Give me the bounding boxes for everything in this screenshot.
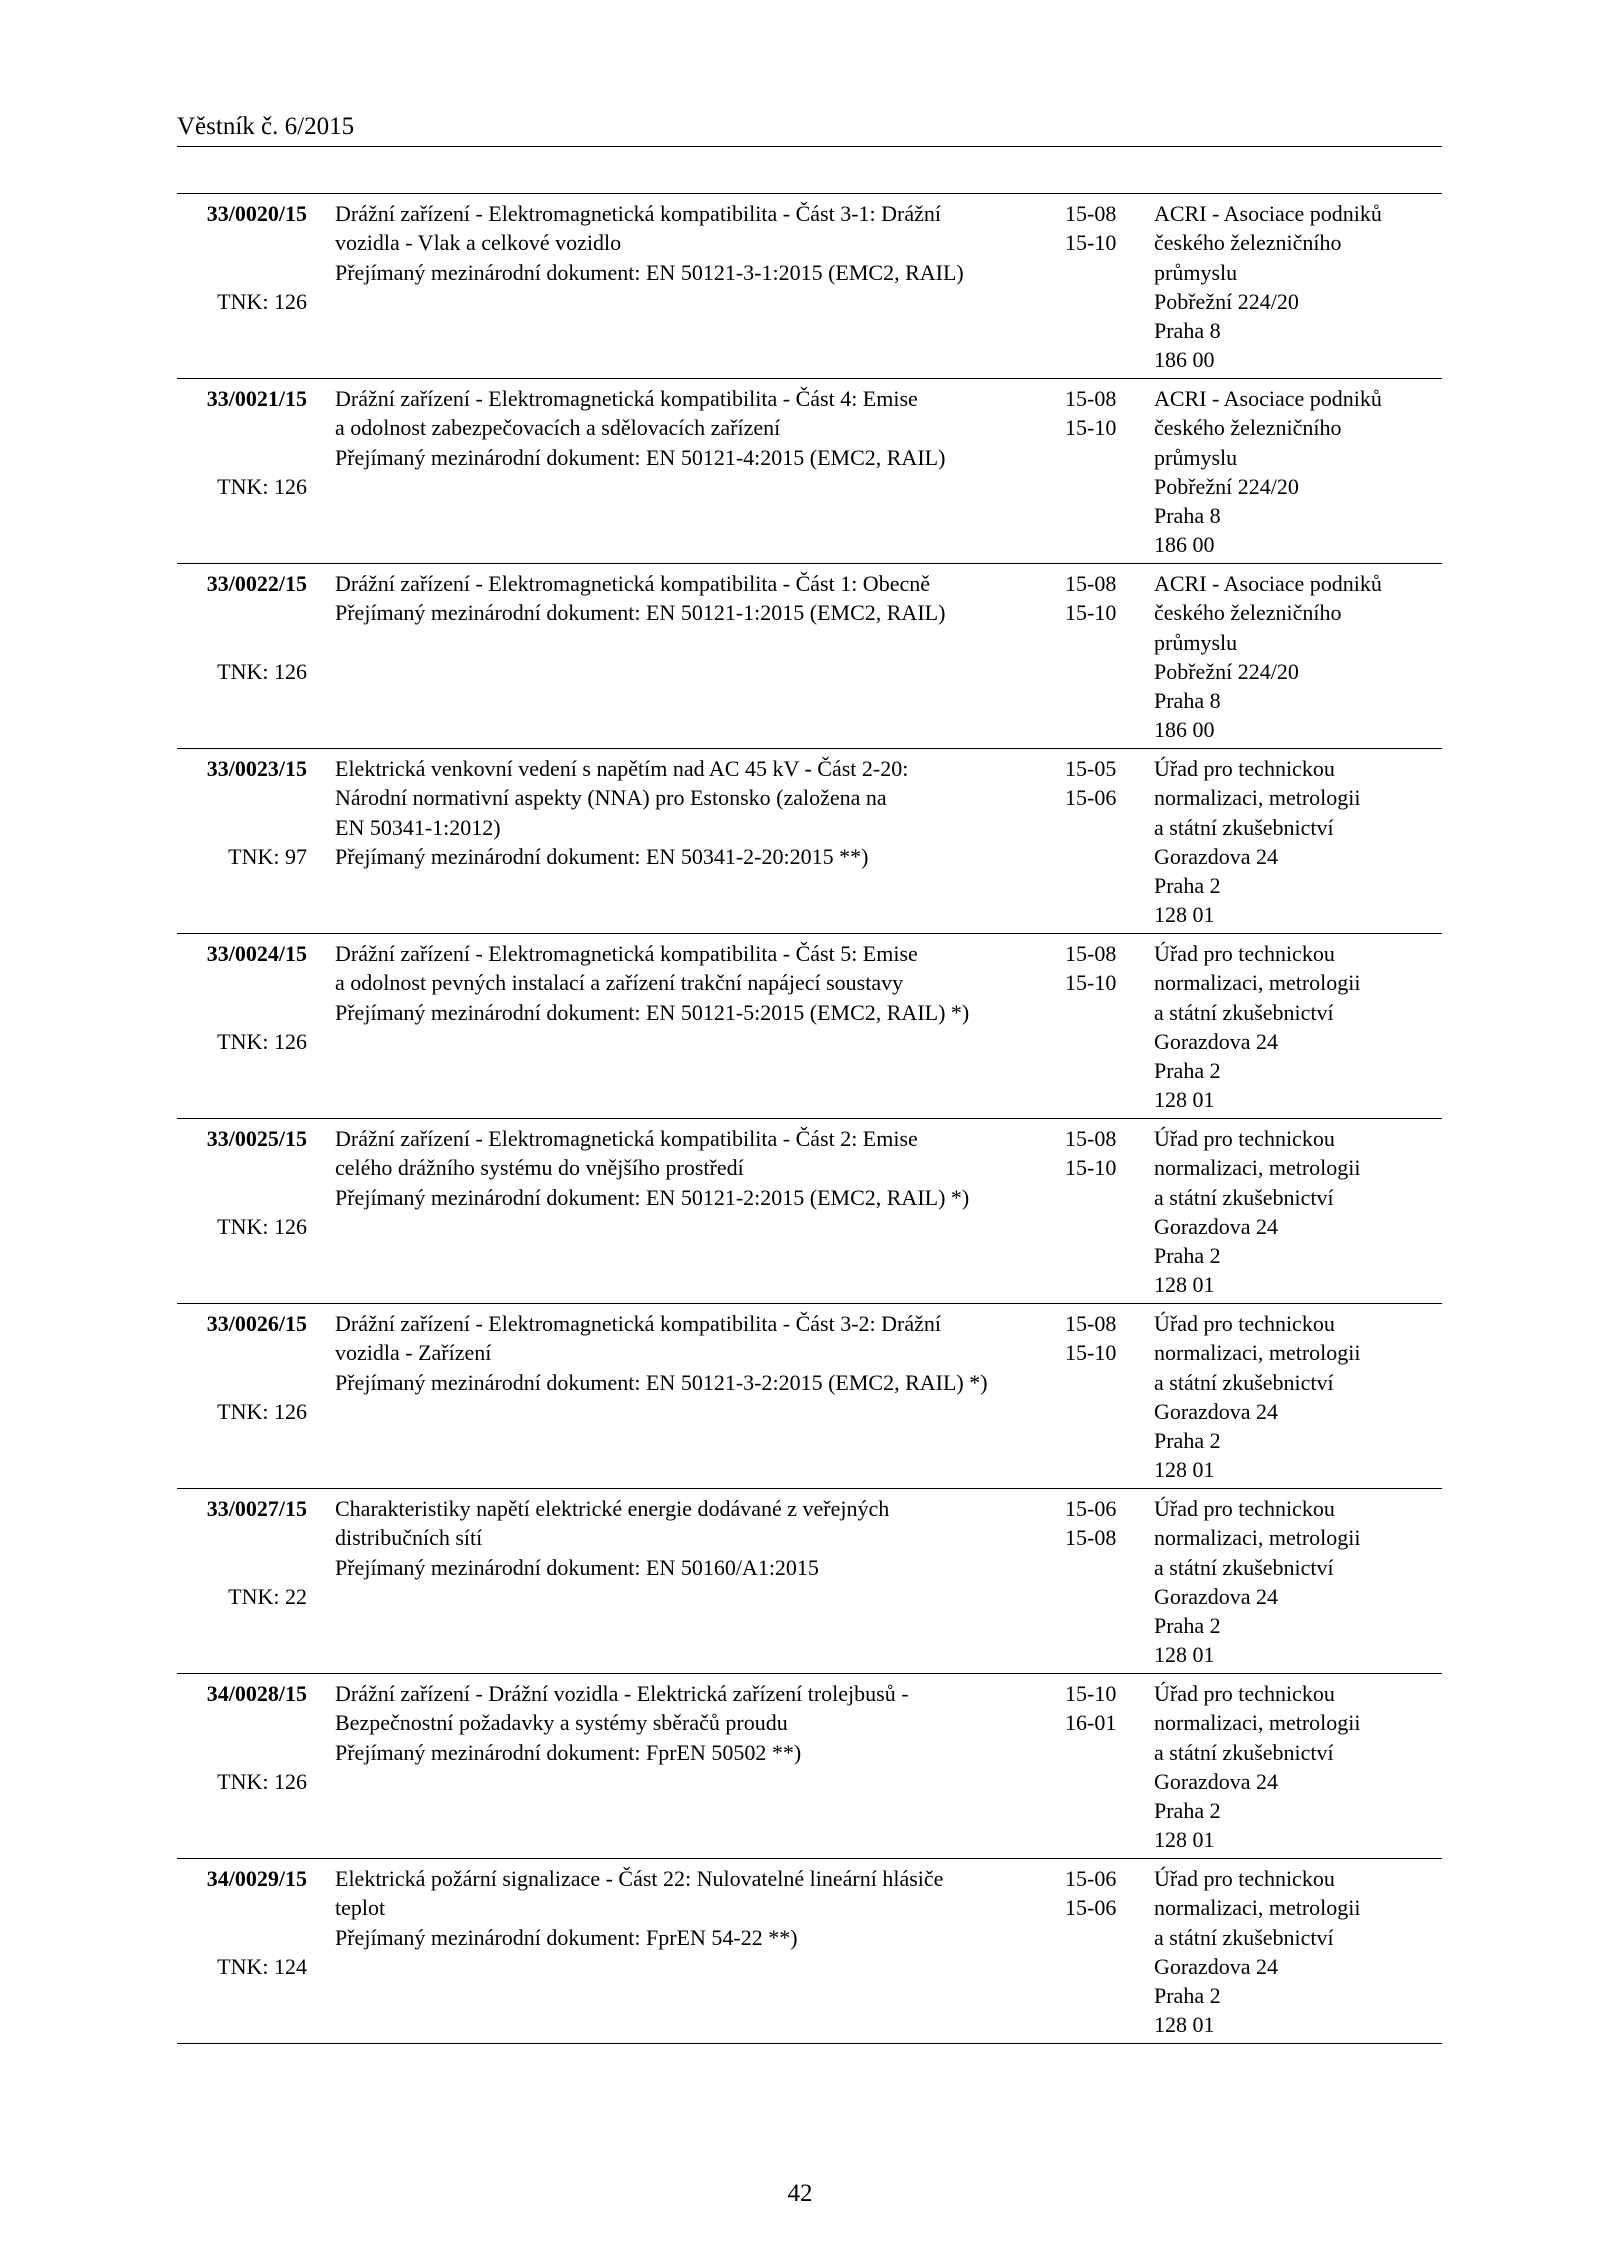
entry-number: 33/0025/15 [206,1126,307,1151]
organization-line: Praha 2 [1154,1983,1221,2009]
entry-tnk: TNK: 126 [217,658,307,684]
organization-line: normalizaci, metrologii [1154,1340,1361,1366]
entry-dates [1065,1309,1135,1368]
date-line: 15-08 [1065,201,1117,226]
description-line: Drážní zařízení - Elektromagnetická kompatibilita - Část 3-1: Drážní [335,201,941,226]
entry-dates [1065,754,1135,813]
description-line: distribučních sítí [335,1525,483,1551]
organization-line: a státní zkušebnictví [1154,1924,1334,1950]
date-line: 15-05 [1065,756,1117,781]
organization-line: 128 01 [1154,902,1215,928]
description-line: Elektrická požární signalizace - Část 22: Nulovatelné lineární hlásiče [335,1866,944,1891]
date-line: 15-06 [1065,1496,1117,1521]
date-line: 15-08 [1065,571,1117,596]
organization-line: Pobřežní 224/20 [1154,473,1299,499]
organization-line: českého železničního [1154,230,1342,256]
entry-description [335,1124,1035,1212]
entry-number: 33/0021/15 [206,386,307,411]
organization-line: 128 01 [1154,1457,1215,1483]
organization-line: a státní zkušebnictví [1154,1369,1334,1395]
description-line: teplot [335,1895,386,1921]
date-line: 15-10 [1065,1155,1117,1181]
entry-organization [1154,1124,1444,1300]
organization-line: Gorazdova 24 [1154,843,1279,869]
organization-line: 128 01 [1154,1827,1215,1853]
organization-line: Gorazdova 24 [1154,1213,1279,1239]
organization-line: a státní zkušebnictví [1154,1739,1334,1765]
table-row [177,934,1442,1119]
date-line: 15-08 [1065,1525,1117,1551]
organization-line: Úřad pro technickou [1154,1866,1335,1891]
table-row [177,1304,1442,1489]
organization-line: a státní zkušebnictví [1154,999,1334,1025]
description-line: Bezpečnostní požadavky a systémy sběračů proudu [335,1710,788,1736]
entry-dates [1065,939,1135,998]
description-line: Charakteristiky napětí elektrické energie dodávané z veřejných [335,1496,890,1521]
date-line: 15-08 [1065,941,1117,966]
organization-line: 128 01 [1154,2012,1215,2038]
page-header [177,112,1442,147]
organization-line: normalizaci, metrologii [1154,1895,1361,1921]
organization-line: Praha 2 [1154,1058,1221,1084]
description-line: Drážní zařízení - Elektromagnetická kompatibilita - Část 1: Obecně [335,571,930,596]
entry-organization [1154,1864,1444,2040]
organization-line: a státní zkušebnictví [1154,814,1334,840]
description-line: Přejímaný mezinárodní dokument: EN 50121-3-2:2015 (EMC2, RAIL) *) [335,1369,988,1395]
entry-dates [1065,569,1135,628]
organization-line: ACRI - Asociace podniků [1154,201,1382,226]
entry-dates [1065,199,1135,258]
description-line: Drážní zařízení - Elektromagnetická kompatibilita - Část 4: Emise [335,386,918,411]
entry-description [335,1864,1035,1952]
organization-line: 186 00 [1154,347,1215,373]
standards-table [177,193,1442,2044]
date-line: 15-08 [1065,386,1117,411]
organization-line: Gorazdova 24 [1154,1028,1279,1054]
organization-line: Praha 8 [1154,503,1221,529]
organization-line: českého železničního [1154,415,1342,441]
entry-description [335,569,1035,628]
entry-tnk: TNK: 126 [217,1398,307,1424]
organization-line: Úřad pro technickou [1154,1311,1335,1336]
date-line: 16-01 [1065,1710,1117,1736]
organization-line: průmyslu [1154,629,1238,655]
table-row [177,1859,1442,2044]
description-line: vozidla - Vlak a celkové vozidlo [335,230,622,256]
organization-line: Gorazdova 24 [1154,1583,1279,1609]
table-row [177,379,1442,564]
entry-number: 33/0027/15 [206,1496,307,1521]
entry-description [335,1309,1035,1397]
organization-line: Úřad pro technickou [1154,1126,1335,1151]
description-line: Přejímaný mezinárodní dokument: EN 50341-2-20:2015 **) [335,843,869,869]
date-line: 15-10 [1065,230,1117,256]
entry-number: 33/0024/15 [206,941,307,966]
entry-description [335,384,1035,472]
date-line: 15-10 [1065,1340,1117,1366]
organization-line: Gorazdova 24 [1154,1768,1279,1794]
date-line: 15-10 [1065,415,1117,441]
entry-organization [1154,1679,1444,1855]
entry-tnk: TNK: 126 [217,473,307,499]
description-line: a odolnost pevných instalací a zařízení trakční napájecí soustavy [335,970,904,996]
entry-dates [1065,1864,1135,1923]
date-line: 15-08 [1065,1311,1117,1336]
entry-dates [1065,1494,1135,1553]
organization-line: normalizaci, metrologii [1154,1710,1361,1736]
entry-description [335,1679,1035,1767]
description-line: Přejímaný mezinárodní dokument: FprEN 54-22 **) [335,1924,798,1950]
entry-number: 33/0022/15 [206,571,307,596]
entry-tnk: TNK: 126 [217,1028,307,1054]
organization-line: normalizaci, metrologii [1154,1525,1361,1551]
entry-tnk: TNK: 126 [217,288,307,314]
entry-dates [1065,384,1135,443]
description-line: Přejímaný mezinárodní dokument: EN 50121-4:2015 (EMC2, RAIL) [335,444,946,470]
organization-line: Pobřežní 224/20 [1154,658,1299,684]
organization-line: 186 00 [1154,717,1215,743]
entry-organization [1154,569,1444,745]
description-line: Přejímaný mezinárodní dokument: EN 50121-3-1:2015 (EMC2, RAIL) [335,259,964,285]
date-line: 15-08 [1065,1126,1117,1151]
description-line: vozidla - Zařízení [335,1340,492,1366]
organization-line: Úřad pro technickou [1154,1681,1335,1706]
organization-line: Praha 2 [1154,1613,1221,1639]
organization-line: Praha 2 [1154,1428,1221,1454]
entry-description [335,1494,1035,1582]
entry-dates [1065,1679,1135,1738]
journal-title: Věstník č. 6/2015 [177,113,355,140]
entry-organization [1154,939,1444,1115]
organization-line: Úřad pro technickou [1154,1496,1335,1521]
organization-line: průmyslu [1154,259,1238,285]
organization-line: Praha 2 [1154,873,1221,899]
organization-line: českého železničního [1154,600,1342,626]
entry-tnk: TNK: 126 [217,1213,307,1239]
entry-organization [1154,199,1444,375]
entry-organization [1154,1309,1444,1485]
organization-line: ACRI - Asociace podniků [1154,386,1382,411]
description-line: Drážní zařízení - Drážní vozidla - Elektrická zařízení trolejbusů - [335,1681,909,1706]
organization-line: Gorazdova 24 [1154,1953,1279,1979]
date-line: 15-10 [1065,600,1117,626]
entry-tnk: TNK: 22 [228,1583,307,1609]
description-line: a odolnost zabezpečovacích a sdělovacích zařízení [335,415,781,441]
organization-line: průmyslu [1154,444,1238,470]
organization-line: Praha 2 [1154,1243,1221,1269]
table-row [177,1674,1442,1859]
organization-line: Úřad pro technickou [1154,941,1335,966]
description-line: EN 50341-1:2012) [335,814,501,840]
organization-line: Praha 8 [1154,688,1221,714]
entry-number: 33/0023/15 [206,756,307,781]
page-number: 42 [787,2180,813,2207]
table-row [177,194,1442,379]
organization-line: normalizaci, metrologii [1154,785,1361,811]
entry-description [335,754,1035,871]
organization-line: Praha 2 [1154,1798,1221,1824]
organization-line: a státní zkušebnictví [1154,1554,1334,1580]
organization-line: 128 01 [1154,1642,1215,1668]
entry-tnk: TNK: 97 [228,843,307,869]
organization-line: Úřad pro technickou [1154,756,1335,781]
organization-line: Pobřežní 224/20 [1154,288,1299,314]
description-line: Přejímaný mezinárodní dokument: EN 50121-5:2015 (EMC2, RAIL) *) [335,999,970,1025]
organization-line: 128 01 [1154,1087,1215,1113]
date-line: 15-10 [1065,1681,1117,1706]
description-line: Přejímaný mezinárodní dokument: FprEN 50502 **) [335,1739,802,1765]
table-row [177,1489,1442,1674]
date-line: 15-10 [1065,970,1117,996]
date-line: 15-06 [1065,785,1117,811]
entry-organization [1154,384,1444,560]
organization-line: normalizaci, metrologii [1154,970,1361,996]
entry-tnk: TNK: 126 [217,1768,307,1794]
organization-line: 186 00 [1154,532,1215,558]
entry-tnk: TNK: 124 [217,1953,307,1979]
table-row [177,749,1442,934]
entry-number: 34/0028/15 [206,1681,307,1706]
entry-number: 34/0029/15 [206,1866,307,1891]
description-line: celého drážního systému do vnějšího prostředí [335,1155,744,1181]
organization-line: Gorazdova 24 [1154,1398,1279,1424]
description-line: Drážní zařízení - Elektromagnetická kompatibilita - Část 5: Emise [335,941,918,966]
organization-line: a státní zkušebnictví [1154,1184,1334,1210]
organization-line: 128 01 [1154,1272,1215,1298]
entry-dates [1065,1124,1135,1183]
description-line: Drážní zařízení - Elektromagnetická kompatibilita - Část 3-2: Drážní [335,1311,941,1336]
entries-list [177,194,1442,2044]
entry-number: 33/0026/15 [206,1311,307,1336]
description-line: Elektrická venkovní vedení s napětím nad AC 45 kV - Část 2-20: [335,756,909,781]
date-line: 15-06 [1065,1866,1117,1891]
organization-line: normalizaci, metrologii [1154,1155,1361,1181]
description-line: Drážní zařízení - Elektromagnetická kompatibilita - Část 2: Emise [335,1126,918,1151]
table-row [177,1119,1442,1304]
table-row [177,564,1442,749]
description-line: Národní normativní aspekty (NNA) pro Estonsko (založena na [335,785,887,811]
description-line: Přejímaný mezinárodní dokument: EN 50160/A1:2015 [335,1554,819,1580]
entry-description [335,199,1035,287]
entry-description [335,939,1035,1027]
description-line: Přejímaný mezinárodní dokument: EN 50121-2:2015 (EMC2, RAIL) *) [335,1184,970,1210]
description-line: Přejímaný mezinárodní dokument: EN 50121-1:2015 (EMC2, RAIL) [335,600,946,626]
entry-organization [1154,1494,1444,1670]
organization-line: ACRI - Asociace podniků [1154,571,1382,596]
entry-organization [1154,754,1444,930]
organization-line: Praha 8 [1154,318,1221,344]
date-line: 15-06 [1065,1895,1117,1921]
entry-number: 33/0020/15 [206,201,307,226]
